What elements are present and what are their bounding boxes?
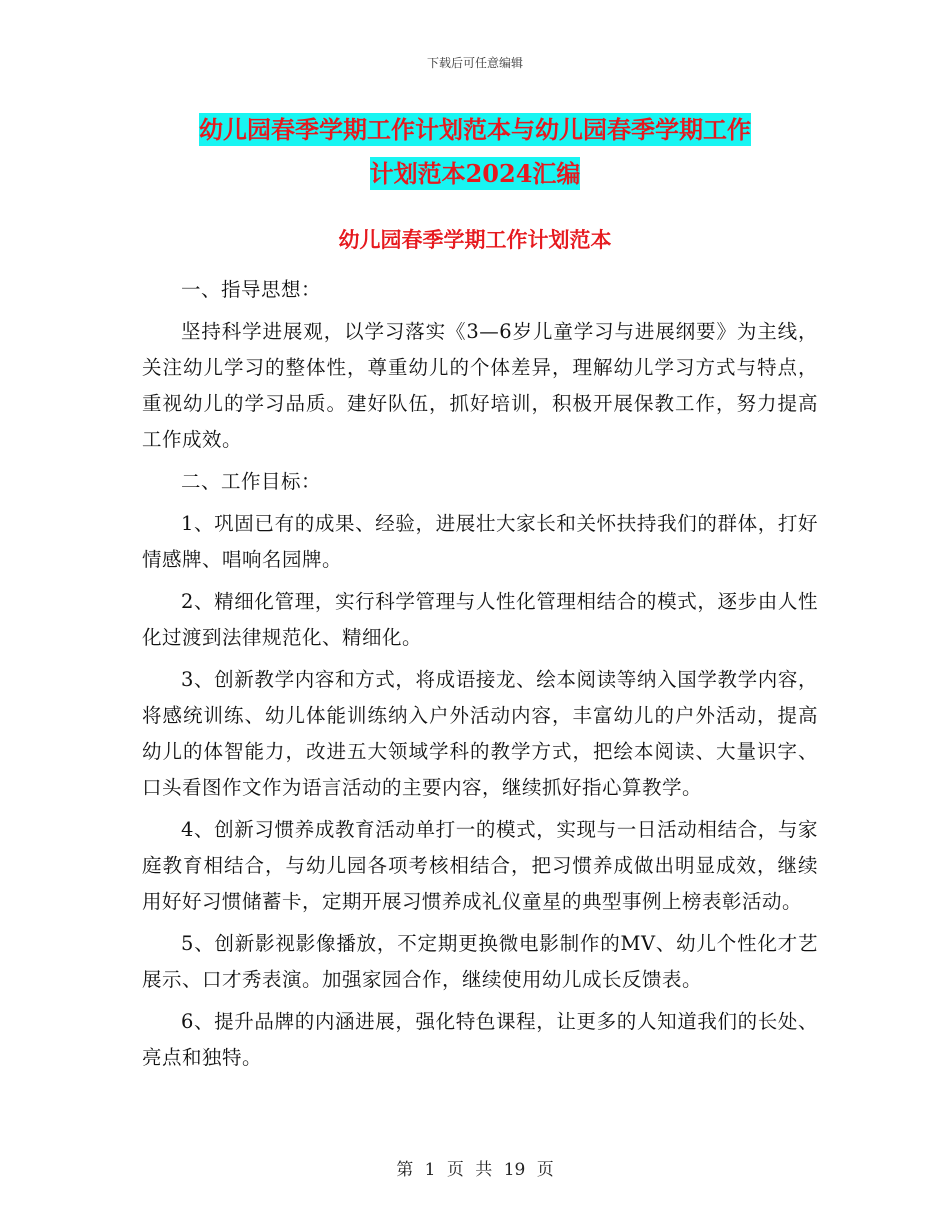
paragraph: 坚持科学进展观，以学习落实《3—6岁儿童学习与进展纲要》为主线，关注幼儿学习的整体性，尊重幼儿的个体差异，理解幼儿学习方式与特点，重视幼儿的学习品质。建好队伍，抓好培训，积极开展保教工作，努力提高工作成效。 [142, 320, 818, 451]
section-heading: 幼儿园春季学期工作计划范本 [338, 227, 612, 252]
title-line-2: 计划范本2024汇编 [369, 159, 581, 188]
title-line-1: 幼儿园春季学期工作计划范本与幼儿园春季学期工作 [199, 115, 751, 144]
paragraph: 6、提升品牌的内涵进展，强化特色课程，让更多的人知道我们的长处、亮点和独特。 [142, 1010, 818, 1069]
paragraph: 5、创新影视影像播放，不定期更换微电影制作的MV、幼儿个性化才艺展示、口才秀表演。加强家园合作，继续使用幼儿成长反馈表。 [142, 932, 818, 991]
document-title [100, 108, 850, 196]
paragraph-goals-heading: 二、工作目标： [181, 470, 322, 493]
paragraph: 2、精细化管理，实行科学管理与人性化管理相结合的模式，逐步由人性化过渡到法律规范化、精细化。 [142, 590, 818, 649]
paragraph-guiding-heading: 一、指导思想： [181, 278, 322, 301]
document-body [142, 272, 818, 1082]
paragraph: 3、创新教学内容和方式，将成语接龙、绘本阅读等纳入国学教学内容，将感统训练、幼儿体能训练纳入户外活动内容，丰富幼儿的户外活动，提高幼儿的体智能力，改进五大领域学科的教学方式，把绘本阅读、大量识字、口头看图作文作为语言活动的主要内容，继续抓好指心算教学。 [142, 668, 818, 799]
paragraph: 4、创新习惯养成教育活动单打一的模式，实现与一日活动相结合，与家庭教育相结合，与幼儿园各项考核相结合，把习惯养成做出明显成效，继续用好好习惯储蓄卡，定期开展习惯养成礼仪童星的典型事例上榜表彰活动。 [142, 818, 818, 913]
paragraph: 1、巩固已有的成果、经验，进展壮大家长和关怀扶持我们的群体，打好情感牌、唱响名园牌。 [142, 512, 818, 571]
header-note: 下载后可任意编辑 [426, 56, 523, 70]
page-number-footer: 第 1 页 共 19 页 [396, 1160, 554, 1180]
